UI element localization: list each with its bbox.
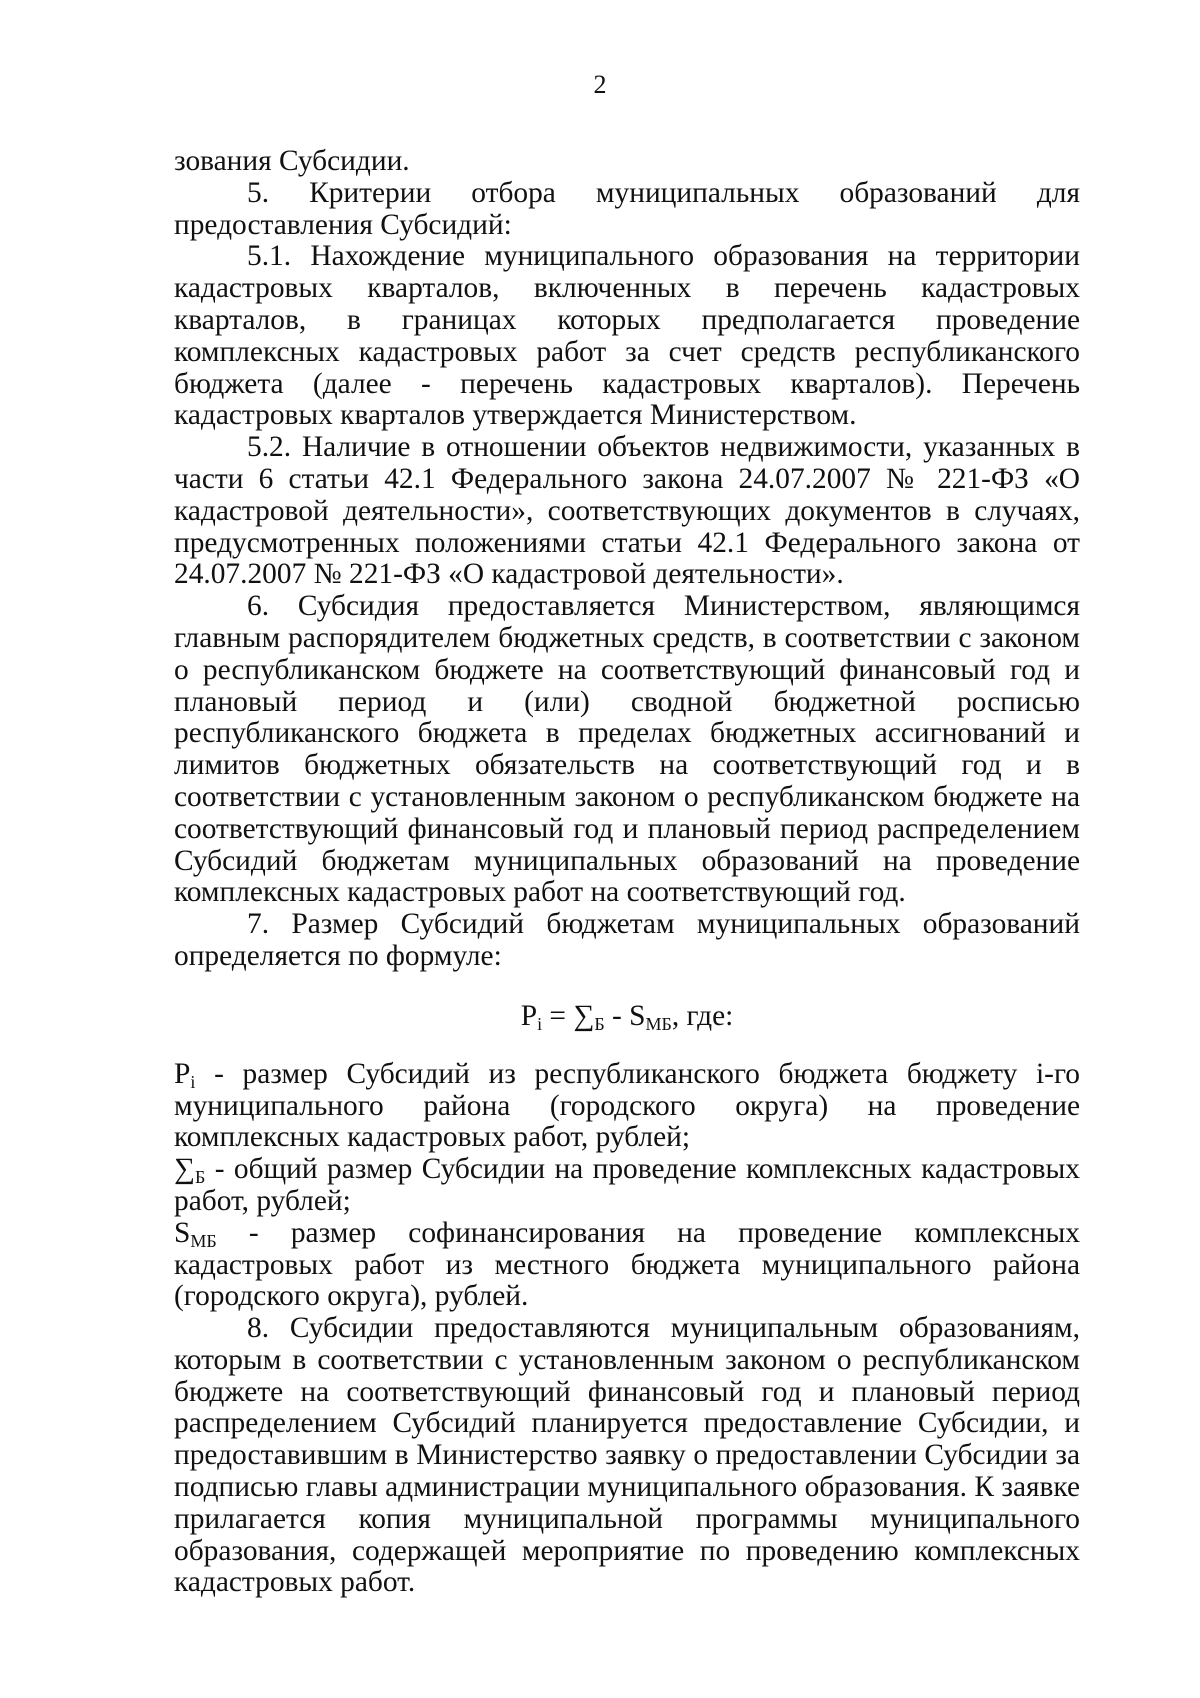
subsidy-formula (174, 1000, 1080, 1032)
paragraph-5-2: 5.2. Наличие в отношении объектов недвижимости, указанных в части 6 статьи 42.1 Федерального закона 24.07.2007 № 221-ФЗ «О кадастровой деятельности», соответствующих документов в случаях, предусмотренных положениями статьи 42.1 Федерального закона от 24.07.2007 № 221-ФЗ «О кадастровой деятельности». (174, 431, 1080, 591)
definition-p-subscript: i (190, 1071, 196, 1092)
paragraph-5-1: 5.1. Нахождение муниципального образования на территории кадастровых кварталов, включенных в перечень кадастровых кварталов, в границах которых предполагается проведение комплексных кадастровых работ за счет средств республиканского бюджета (далее - перечень кадастровых кварталов). Перечень кадастровых кварталов утверждается Министерством. (174, 240, 1080, 432)
definition-sum-text: - общий размер Субсидии на проведение комплексных кадастровых работ, рублей; (174, 1153, 1080, 1217)
paragraph-5: 5. Критерии отбора муниципальных образований для предоставления Субсидий: (174, 176, 1080, 241)
formula-minus: - (604, 999, 630, 1032)
paragraph-6: 6. Субсидия предоставляется Министерством, являющимся главным распорядителем бюджетных средств, в соответствии с законом о республиканском бюджете на соответствующий финансовый год и плановый период и (или) сводной бюджетной росписью республиканского бюджета в пределах бюджетных ассигнований и лимитов бюджетных обязательств на соответствующий год и в соответствии с установленным законом о республиканском бюджете на соответствующий финансовый год и плановый период распределением Субсидий бюджетам муниципальных образований на проведение комплексных кадастровых работ на соответствующий год. (174, 590, 1080, 909)
formula-p-letter: P (520, 999, 538, 1032)
definition-s-symbol: S (174, 1216, 191, 1249)
definition-p (174, 1059, 1080, 1154)
definition-s (174, 1218, 1080, 1313)
formula-equals: = (542, 999, 574, 1032)
formula-s-letter: S (629, 999, 646, 1032)
formula-tail: , где: (671, 999, 734, 1032)
paragraph-8: 8. Субсидии предоставляются муниципальным образованиям, которым в соответствии с установленным законом о республиканском бюджете на соответствующий финансовый год и плановый период распределением Субсидий планируется предоставление Субсидии, и предоставившим в Министерство заявку о предоставлении Субсидии за подписью главы администрации муниципального образования. К заявке прилагается копия муниципальной программы муниципального образования, содержащей мероприятие по проведению комплексных кадастровых работ. (174, 1312, 1080, 1599)
definition-sum-symbol: ∑ (174, 1153, 195, 1186)
definition-sum (174, 1154, 1080, 1218)
definition-p-symbol: P (174, 1057, 191, 1090)
formula-s-subscript: МБ (645, 1013, 672, 1034)
paragraph-continuation: зования Субсидии. (174, 145, 410, 177)
definition-p-text: - размер Субсидий из республиканского бюджета бюджету i-го муниципального района (городского округа) на проведение комплексных кадастровых работ, рублей; (174, 1057, 1080, 1154)
formula-p-subscript: i (537, 1013, 543, 1034)
formula-sum-sign: ∑ (573, 999, 595, 1032)
definition-s-text: - размер софинансирования на проведение комплексных кадастровых работ из местного бюджета муниципального района (городского округа), рублей. (174, 1216, 1080, 1313)
definition-sum-subscript: Б (194, 1167, 206, 1188)
paragraph-7: 7. Размер Субсидий бюджетам муниципальных образований определяется по формуле: (174, 908, 1080, 972)
formula-sum-subscript: Б (594, 1013, 605, 1034)
document-body (174, 146, 1080, 1599)
page-number: 2 (593, 70, 607, 99)
definition-s-subscript: МБ (190, 1230, 217, 1251)
